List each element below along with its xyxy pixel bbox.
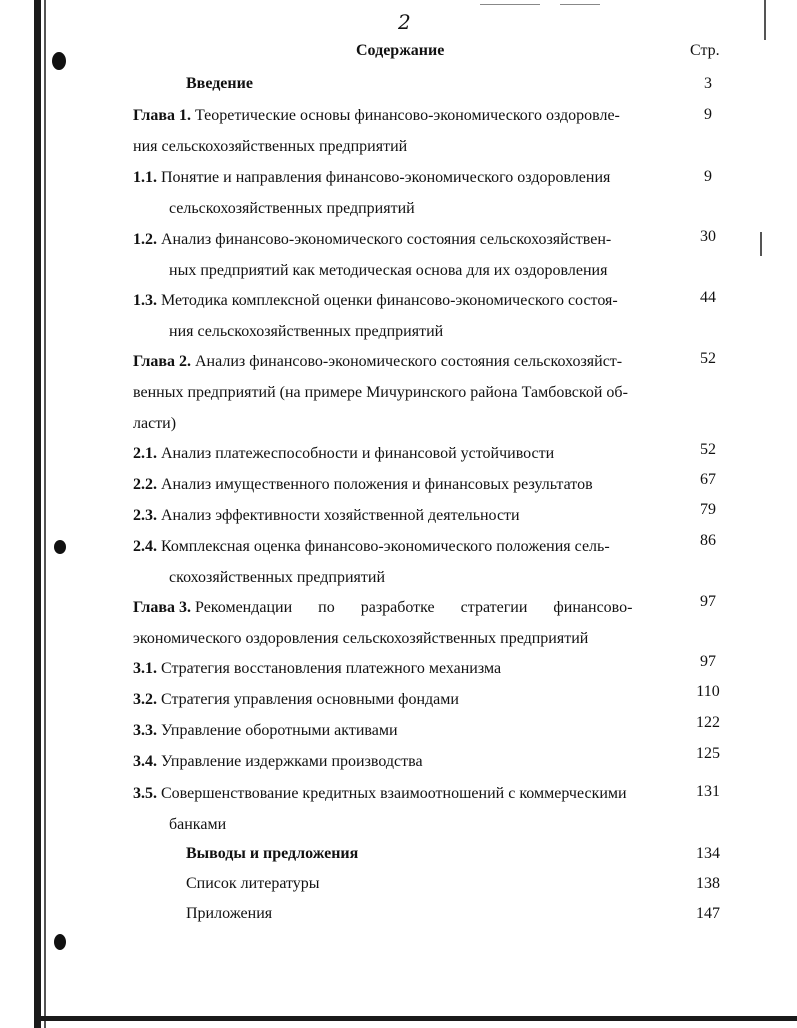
- toc-chapter-3-num: Глава 3.: [133, 599, 191, 616]
- toc-chapter-1-text: Теоретические основы финансово-экономического оздоровле-: [195, 107, 620, 124]
- toc-section-1-3-num: 1.3.: [133, 292, 157, 309]
- toc-section-3-3-text: Управление оборотными активами: [161, 722, 398, 739]
- toc-section-3-2: [133, 684, 673, 715]
- toc-section-3-2-num: 3.2.: [133, 691, 157, 708]
- toc-section-1-3-text: Методика комплексной оценки финансово-экономического состоя-: [161, 292, 618, 309]
- toc-chapter-3-text2: экономического оздоровления сельскохозяйственных предприятий: [133, 630, 589, 647]
- toc-section-1-2-text: Анализ финансово-экономического состояния сельскохозяйствен-: [161, 231, 612, 248]
- toc-section-2-3-page: 79: [700, 501, 716, 518]
- toc-chapter-1-num: Глава 1.: [133, 107, 191, 124]
- scan-mark-right: [764, 0, 766, 40]
- toc-section-2-4-num: 2.4.: [133, 538, 157, 555]
- toc-appendix-page: 147: [696, 905, 720, 922]
- scan-blot: [54, 540, 66, 554]
- toc-chapter-1-text2: ния сельскохозяйственных предприятий: [133, 138, 408, 155]
- scan-mark-top: [560, 4, 600, 5]
- toc-section-2-3-text: Анализ эффективности хозяйственной деятельности: [161, 507, 520, 524]
- toc-section-3-4-num: 3.4.: [133, 753, 157, 770]
- toc-section-3-1: [133, 653, 673, 684]
- toc-section-1-3: [133, 285, 673, 347]
- toc-section-3-4-text: Управление издержками производства: [161, 753, 423, 770]
- page-column-header: Стр.: [690, 42, 720, 59]
- toc-chapter-2-text2: венных предприятий (на примере Мичуринского района Тамбовской об-: [133, 384, 628, 401]
- toc-section-3-1-num: 3.1.: [133, 660, 157, 677]
- toc-section-3-5: [133, 778, 673, 840]
- toc-title: Содержание: [356, 42, 445, 59]
- toc-chapter-2-num: Глава 2.: [133, 353, 191, 370]
- toc-chapter-3-text: Рекомендации по разработке стратегии финансово-: [195, 599, 633, 616]
- toc-conclusions-page: 134: [696, 845, 720, 862]
- toc-section-3-1-page: 97: [700, 653, 716, 670]
- scan-edge-bottom: [34, 1016, 797, 1021]
- toc-section-3-3-num: 3.3.: [133, 722, 157, 739]
- toc-section-2-2-text: Анализ имущественного положения и финансовых результатов: [161, 476, 593, 493]
- toc-section-3-2-page: 110: [696, 683, 720, 700]
- toc-section-1-2-page: 30: [700, 228, 716, 245]
- toc-section-2-2-page: 67: [700, 471, 716, 488]
- toc-section-2-1: [133, 438, 673, 469]
- toc-appendix-label: Приложения: [186, 905, 273, 922]
- toc-section-3-4-page: 125: [696, 745, 720, 762]
- toc-section-3-5-text: Совершенствование кредитных взаимоотношений с коммерческими: [161, 785, 627, 802]
- toc-section-2-2-num: 2.2.: [133, 476, 157, 493]
- scan-edge-left: [34, 0, 41, 1028]
- toc-intro-page: 3: [704, 75, 712, 92]
- toc-chapter-2-text3: ласти): [133, 415, 177, 432]
- toc-section-3-5-text2: банками: [169, 816, 227, 833]
- toc-section-2-3: [133, 500, 673, 531]
- scan-edge-left-inner: [44, 0, 46, 1028]
- toc-section-3-5-page: 131: [696, 783, 720, 800]
- toc-chapter-2: [133, 346, 673, 439]
- toc-section-2-2: [133, 469, 673, 500]
- toc-chapter-1: [133, 100, 673, 162]
- scan-blot: [52, 52, 66, 70]
- toc-section-1-3-text2: ния сельскохозяйственных предприятий: [169, 323, 444, 340]
- toc-section-2-4-text2: скохозяйственных предприятий: [169, 569, 386, 586]
- toc-section-1-1-page: 9: [704, 168, 712, 185]
- toc-section-2-4-page: 86: [700, 532, 716, 549]
- toc-section-3-3-page: 122: [696, 714, 720, 731]
- toc-chapter-2-page: 52: [700, 350, 716, 367]
- toc-section-2-1-text: Анализ платежеспособности и финансовой устойчивости: [161, 445, 555, 462]
- toc-chapter-3: [133, 592, 673, 654]
- toc-chapter-1-page: 9: [704, 106, 712, 123]
- toc-chapter-2-text: Анализ финансово-экономического состояния сельскохозяйст-: [195, 353, 623, 370]
- toc-section-1-2-text2: ных предприятий как методическая основа для их оздоровления: [169, 262, 608, 279]
- toc-section-2-3-num: 2.3.: [133, 507, 157, 524]
- toc-section-3-2-text: Стратегия управления основными фондами: [161, 691, 459, 708]
- scan-mark-right: [760, 232, 762, 256]
- toc-section-1-1-text: Понятие и направления финансово-экономического оздоровления: [161, 169, 611, 186]
- toc-section-3-1-text: Стратегия восстановления платежного механизма: [161, 660, 502, 677]
- toc-section-3-4: [133, 746, 673, 777]
- toc-chapter-3-page: 97: [700, 593, 716, 610]
- scan-mark-top: [480, 4, 540, 5]
- toc-section-3-5-num: 3.5.: [133, 785, 157, 802]
- toc-conclusions-label: Выводы и предложения: [186, 845, 359, 862]
- toc-section-2-4-text: Комплексная оценка финансово-экономического положения сель-: [161, 538, 610, 555]
- toc-literature-page: 138: [696, 875, 720, 892]
- toc-section-1-1: [133, 162, 673, 224]
- toc-section-3-3: [133, 715, 673, 746]
- page-number: 2: [398, 10, 411, 34]
- toc-section-1-2-num: 1.2.: [133, 231, 157, 248]
- toc-section-1-1-text2: сельскохозяйственных предприятий: [169, 200, 415, 217]
- toc-section-2-1-page: 52: [700, 441, 716, 458]
- toc-section-2-1-num: 2.1.: [133, 445, 157, 462]
- toc-literature-label: Список литературы: [186, 875, 320, 892]
- toc-section-2-4: [133, 531, 673, 593]
- scan-blot: [54, 934, 66, 950]
- toc-section-1-1-num: 1.1.: [133, 169, 157, 186]
- toc-intro-label: Введение: [186, 75, 253, 92]
- toc-section-1-3-page: 44: [700, 289, 716, 306]
- toc-section-1-2: [133, 224, 673, 286]
